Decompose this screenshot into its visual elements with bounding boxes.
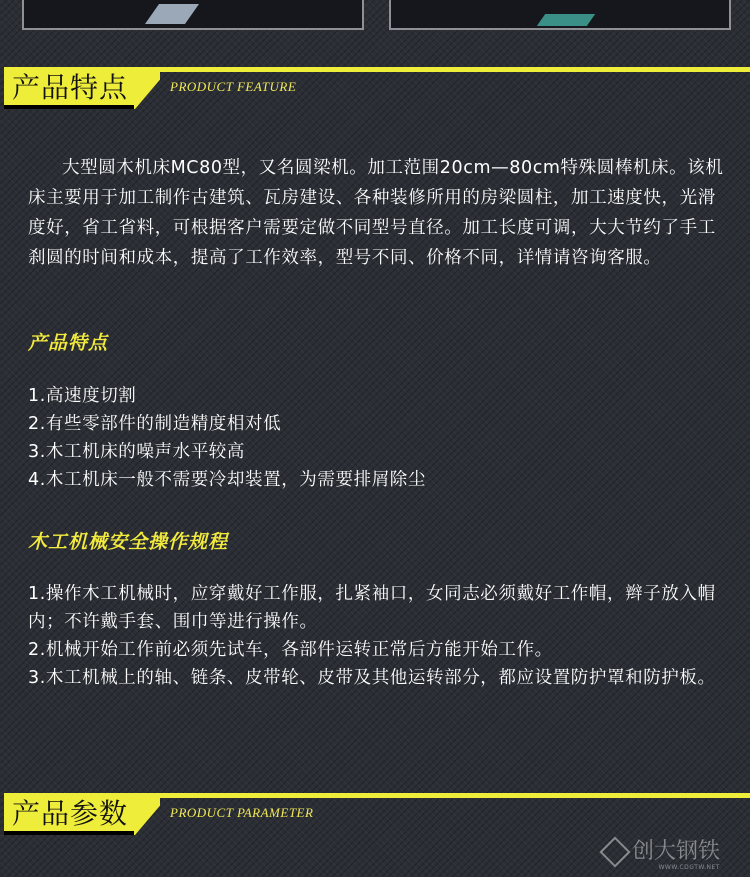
product-thumbnail-right[interactable] [389,0,731,30]
watermark-logo-icon [599,836,630,867]
safety-heading: 木工机械安全操作规程 [28,531,229,553]
safety-list [28,580,728,692]
features-heading: 产品特点 [28,332,109,354]
banner-rule [160,67,750,72]
banner-title: 产品特点 [12,71,129,104]
product-image [145,4,199,24]
list-item: 2.有些零部件的制造精度相对低 [28,414,282,434]
banner-title: 产品参数 [12,797,129,830]
list-item: 1.操作木工机械时，应穿戴好工作服，扎紧袖口，女同志必须戴好工作帽，辫子放入帽内；不许戴手套、围巾等进行操作。 [28,584,716,632]
intro-block [28,153,728,273]
section-banner-feature [0,67,750,117]
watermark-name: 创大钢铁 [631,839,720,864]
list-item: 1.高速度切割 [28,386,137,406]
product-thumbnail-left[interactable] [22,0,364,30]
watermark [604,839,720,871]
section-banner-parameter [0,793,750,843]
banner-rule [160,793,750,798]
banner-subtitle: PRODUCT FEATURE [170,79,297,94]
features-list [28,382,728,494]
product-image [537,14,595,26]
intro-paragraph: 大型圆木机床MC80型，又名圆梁机。加工范围20cm—80cm特殊圆棒机床。该机床主要用于加工制作古建筑、瓦房建设、各种装修所用的房梁圆柱，加工速度快，光滑度好，省工省料，可根据客户需要定做不同型号直径。加工长度可调，大大节约了手工刹圆的时间和成本，提高了工作效率，型号不同、价格不同，详情请咨询客服。 [28,158,724,268]
list-item: 2.机械开始工作前必须先试车，各部件运转正常后方能开始工作。 [28,640,553,660]
list-item: 3.木工机床的噪声水平较高 [28,442,245,462]
banner-subtitle: PRODUCT PARAMETER [170,805,314,820]
list-item: 4.木工机床一般不需要冷却装置，为需要排屑除尘 [28,470,426,490]
list-item: 3.木工机械上的轴、链条、皮带轮、皮带及其他运转部分，都应设置防护罩和防护板。 [28,668,716,688]
watermark-url: WWW.CDGTW.NET [658,864,720,871]
